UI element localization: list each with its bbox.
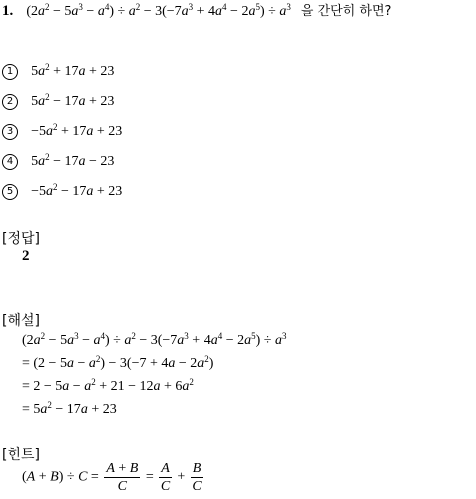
choice-3[interactable] — [2, 120, 122, 140]
choice-5[interactable] — [2, 180, 122, 200]
fraction: $\frac{A}{C}$ — [160, 461, 171, 494]
question-suffix: 을 간단히 하면? — [300, 4, 392, 19]
choice-mark: 2 — [2, 94, 18, 110]
choice-text: $-5a^2 + 17a + 23$ — [31, 122, 123, 139]
choice-text: $5a^2 - 17a + 23$ — [31, 92, 115, 109]
answer-label: [정답] — [2, 231, 40, 247]
solution-line-1: $(2a^2 - 5a^3 - a^4) \div a^2 - 3(-7a^3 + 4a^4 - 2a^5) \div a^3$ — [22, 331, 287, 348]
fraction: $\frac{B}{C}$ — [192, 461, 202, 494]
answer-value: 2 — [22, 248, 30, 264]
choice-mark: 3 — [2, 124, 18, 140]
hint-formula: (A + B) ÷ C = $\frac{A + B}{C}$ = $\frac{A}{C}$ + $\frac{B}{C}$ — [22, 461, 202, 494]
question-expression: $(2a^2 - 5a^3 - a^4) \div a^2 - 3(-7a^3 + 4a^4 - 2a^5) \div a^3$ — [26, 2, 291, 19]
question-line — [2, 0, 391, 20]
choice-text: $-5a^2 - 17a + 23$ — [31, 182, 123, 199]
hint-label: [힌트] — [2, 447, 40, 463]
fraction: $\frac{A + B}{C}$ — [106, 461, 139, 494]
choice-2[interactable] — [2, 90, 114, 110]
choice-mark: 4 — [2, 154, 18, 170]
solution-label: [해설] — [2, 313, 40, 329]
choice-mark: 1 — [2, 64, 18, 80]
solution-line-3: = $2 - 5a - a^2 + 21 - 12a + 6a^2$ — [22, 377, 194, 394]
choice-4[interactable] — [2, 150, 114, 170]
solution-line-2: = $(2 - 5a - a^2) - 3(-7 + 4a - 2a^2)$ — [22, 354, 214, 371]
choice-text: $5a^2 - 17a - 23$ — [31, 152, 115, 169]
solution-line-4: = $5a^2 - 17a + 23$ — [22, 400, 117, 417]
choice-mark: 5 — [2, 184, 18, 200]
question-number: 1. — [2, 3, 14, 19]
choice-1[interactable] — [2, 60, 114, 80]
choice-text: $5a^2 + 17a + 23$ — [31, 62, 115, 79]
